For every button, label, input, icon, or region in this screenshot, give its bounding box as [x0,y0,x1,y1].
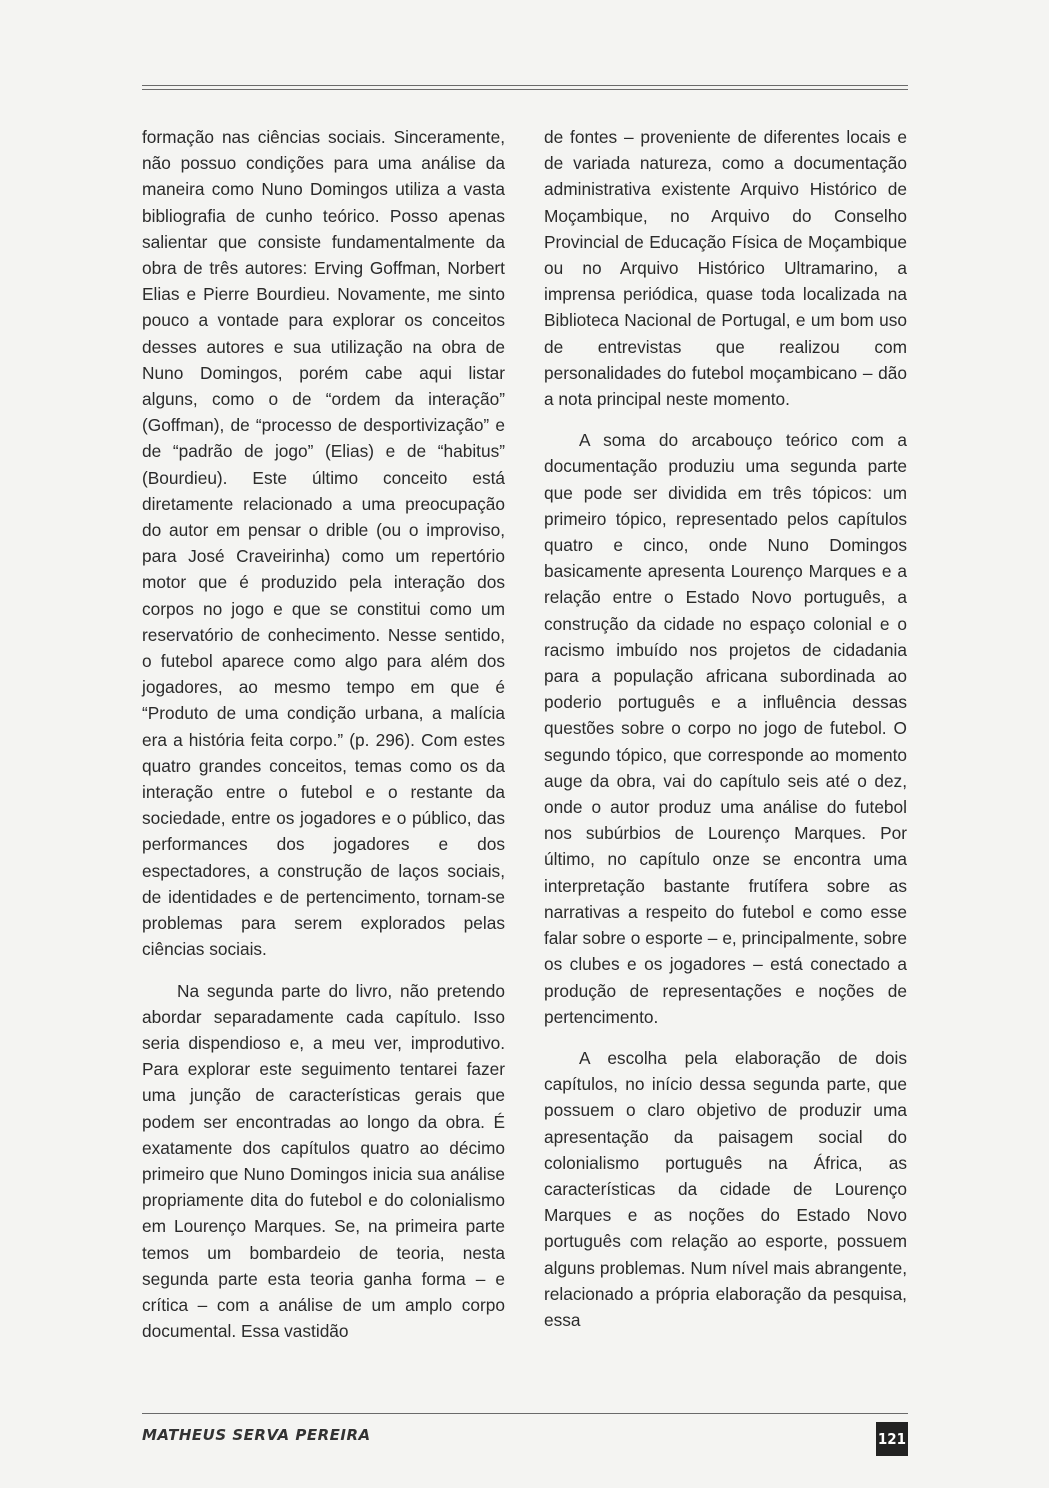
right-paragraph-3: A escolha pela elaboração de dois capítulos, no início dessa segunda parte, que possuem o claro objetivo de produzir uma apresentação da paisagem social do colonialismo português na África, as características da cidade de Lourenço Marques e as noções do Estado Novo português com relação ao esporte, possuem alguns problemas. Num nível mais abrangente, relacionado a própria elaboração da pesquisa, essa [544,1047,907,1330]
page-number: 121 [876,1422,908,1456]
right-column [544,124,907,1348]
footer-author: MATHEUS SERVA PEREIRA [142,1426,371,1444]
left-column [142,124,505,1359]
left-paragraph-1: formação nas ciências sociais. Sinceramente, não possuo condições para uma análise da maneira como Nuno Domingos utiliza a vasta bibliografia de cunho teórico. Posso apenas salientar que consiste fundamentalmente da obra de três autores: Erving Goffman, Norbert Elias e Pierre Bourdieu. Novamente, me sinto pouco a vontade para explorar os conceitos desses autores e sua utilização na obra de Nuno Domingos, porém cabe aqui listar alguns, como o de “ordem da interação” (Goffman), de “processo de desportivização” e de “padrão de jogo” (Elias) e de “habitus” (Bourdieu). Este último conceito está diretamente relacionado a uma preocupação do autor em pensar o drible (ou o improviso, para José Craveirinha) como um repertório motor que é produzido pela interação dos corpos no jogo e que se constitui como um reservatório de conhecimento. Nesse sentido, o futebol aparece como algo para além dos jogadores, ao mesmo tempo em que é “Produto de uma condição urbana, a malícia era a história feita corpo.” (p. 296). Com estes quatro grandes conceitos, temas como os da interação entre o futebol e o restante da sociedade, entre os jogadores e o público, das performances dos jogadores e dos espectadores, a construção de laços sociais, de identidades e de pertencimento, tornam-se problemas para serem explorados pelas ciências sociais. [142,127,505,960]
header-rule [142,85,908,90]
left-paragraph-2: Na segunda parte do livro, não pretendo abordar separadamente cada capítulo. Isso seria dispendioso e, a meu ver, improdutivo. Para explorar este seguimento tentarei fazer uma junção de características gerais que podem ser encontradas ao longo da obra. É exatamente dos capítulos quatro ao décimo primeiro que Nuno Domingos inicia sua análise propriamente dita do futebol e do colonialismo em Lourenço Marques. Se, na primeira parte temos um bombardeio de teoria, nesta segunda parte esta teoria ganha forma – e crítica – com a análise de um amplo corpo documental. Essa vastidão [142,980,505,1342]
right-paragraph-1: de fontes – proveniente de diferentes locais e de variada natureza, como a documentação administrativa existente Arquivo Histórico de Moçambique, no Arquivo do Conselho Provincial de Educação Física de Moçambique ou no Arquivo Histórico Ultramarino, a imprensa periódica, quase toda localizada na Biblioteca Nacional de Portugal, e um bom uso de entrevistas que realizou com personalidades do futebol moçambicano – dão a nota principal neste momento. [544,127,907,410]
footer-rule [142,1413,908,1414]
right-paragraph-2: A soma do arcabouço teórico com a documentação produziu uma segunda parte que pode ser dividida em três tópicos: um primeiro tópico, representado pelos capítulos quatro e cinco, onde Nuno Domingos basicamente apresenta Lourenço Marques e a relação entre o Estado Novo português, a construção da cidade no espaço colonial e o racismo imbuído nos projetos de cidadania para a população africana subordinada ao poderio português e a influência dessas questões sobre o corpo no jogo de futebol. O segundo tópico, que corresponde ao momento auge da obra, vai do capítulo seis até o dez, onde o autor produz uma análise do futebol nos subúrbios de Lourenço Marques. Por último, no capítulo onze se encontra uma interpretação bastante frutífera sobre as narrativas a respeito do futebol e como esse falar sobre o esporte – e, principalmente, sobre os clubes e os jogadores – está conectado a produção de representações e noções de pertencimento. [544,430,907,1027]
